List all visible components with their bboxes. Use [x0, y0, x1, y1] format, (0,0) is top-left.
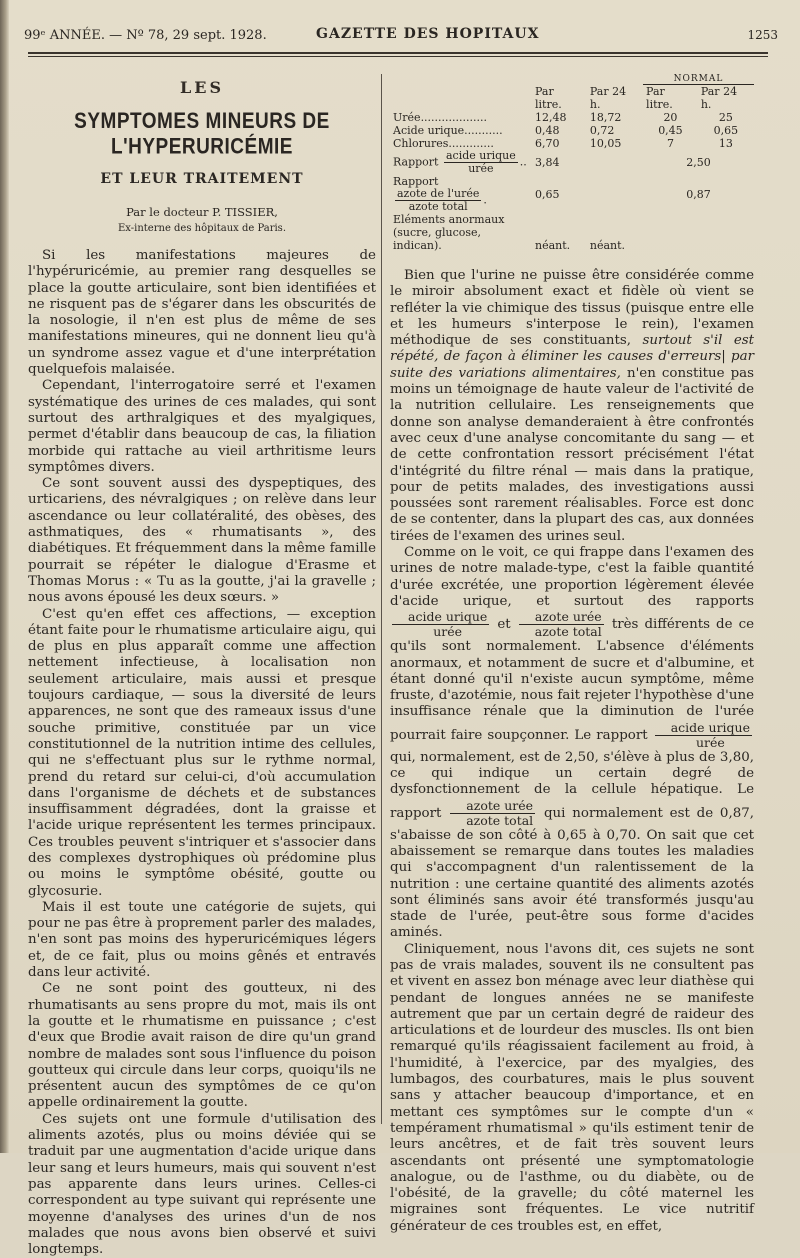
table-cell: 3,84 [535, 156, 560, 169]
column-header: Par litre. [646, 85, 673, 111]
table-cell: 10,05 [589, 137, 622, 150]
left-column [28, 74, 376, 1258]
fraction-denominator: azote total [408, 200, 468, 213]
paragraph: Mais il est toute une catégorie de sujets, qui pour ne pas être à proprement parler des malades, n'en sont pas moins des hyperuricémiques légers et, de ce fait, plus ou moins gênés et entravés dans leur activité. [28, 899, 376, 981]
text-run: et [497, 617, 511, 633]
text-run: qui normalement est de 0,87, s'abaisse de son côté à 0,65 à 0,70. On sait que cet abaissement se remarque dans toutes les maladies qui s'accompagnent d'un ralentissement de la nutrition : une certaine quantité des aliments azotés sont éliminés sans avoir été transformés jusqu'au stade de l'urée, peut-être sous forme d'acides aminés. [390, 805, 755, 941]
leader-dots: ................... [420, 111, 487, 124]
paragraph [390, 545, 754, 942]
table-cell: néant. [589, 239, 626, 252]
table-cell: néant. [535, 239, 571, 252]
fraction-numerator: azote urée [450, 799, 535, 814]
fraction-numerator: azote urée [519, 610, 604, 625]
right-column [390, 74, 754, 1235]
table-row [390, 137, 754, 150]
fraction-denominator: urée [695, 734, 725, 750]
table-cell: 0,48 [535, 124, 560, 137]
row-label: Acide urique [393, 124, 465, 137]
fraction-denominator: azote total [534, 624, 602, 640]
text-run: très différents de ce qu'ils [390, 617, 755, 655]
row-label: Urée [393, 111, 421, 124]
fraction-denominator: urée [468, 162, 494, 175]
ratio-row [390, 175, 754, 213]
table-cell: 0,65 [535, 187, 560, 201]
fraction [392, 610, 489, 639]
table-cell: 0,65 [713, 124, 739, 137]
table-cell: 25 [718, 111, 733, 124]
journal-name: GAZETTE DES HOPITAUX [316, 26, 540, 42]
page-header [20, 22, 780, 44]
fraction-denominator: azote total [466, 812, 534, 828]
normal-label: NORMAL [643, 74, 754, 85]
text-run: sont normalement. L'absence d'éléments anormaux, et notamment de sucre et d'albumine, et étant donné qu'il n'existe aucun symptôme, même fruste, d'azotémie, nous fait rejeter l'hypothèse d'une insuffisance rénale que la diminution de l'urée pourrait faire soupçonner. Le rapport [390, 639, 754, 743]
text-run: n'en constitue pas moins un témoignage de haute valeur de l'activité de la nutrition cellulaire. Les renseignements que donne son analyse demanderaient à être confrontés avec ceux d'une analyse concomitante du sang — et de cette confrontation ressort précisément l'état d'intégrité du filtre rénal — mais dans la pratique, pour de petits malades, des investigations aussi poussées sont rarement réalisables. Force est donc de se contenter, dans la plupart des cas, aux données tirées de l'examen des urines seul. [390, 365, 755, 544]
paragraph [390, 268, 754, 545]
table-cell: 2,50 [686, 156, 711, 169]
fraction [395, 188, 481, 213]
table-row [390, 111, 754, 124]
text-run: Comme on le voit, ce qui frappe dans l'examen des urines de notre malade-type, c'est la faible quantité d'urée excrétée, une proportion légèrement élevée d'acide urique, et surtout des rapports [390, 545, 754, 609]
article-subtitle: ET LEUR TRAITEMENT [100, 171, 304, 187]
fraction [655, 721, 752, 750]
table-cell: 0,72 [589, 124, 615, 137]
binding-edge [0, 0, 9, 1153]
row-label: Chlorures [393, 137, 449, 150]
paragraph: Ce sont souvent aussi des dyspeptiques, des urticariens, des névralgiques ; on relève dans leur ascendance ou leur collatéralité, des obèses, des asthmatiques, des « rhumatisants », des diabétiques. Et fréquemment dans la même famille pourrait se répéter le dialogue d'Erasme et Thomas Morus : « Tu as la goutte, j'ai la gravelle ; nous avons épousé les deux sœurs. » [28, 476, 376, 606]
column-divider [381, 74, 382, 1124]
text-run: Bien que l'urine ne puisse être considérée comme le miroir absolument exact et fidèle où vient se refléter la vie chimique des tissus (puisque entre elle et les humeurs s'interpose le rein), l'examen méthodique de ses constituants, [390, 268, 754, 349]
column-header: Par 24 h. [589, 84, 627, 111]
table-cell: 6,70 [535, 137, 560, 150]
table-cell: 0,87 [686, 187, 711, 201]
leader-dots: ........... [464, 124, 503, 137]
urine-analysis-table [390, 74, 754, 252]
table-cell: 20 [663, 111, 678, 124]
table-cell: 12,48 [535, 111, 567, 124]
article-kicker: LES [180, 78, 224, 97]
italic-run: surtout s'il est répété, de façon à éliminer les causes d'erreurs| par suite des variations alimentaires, [390, 333, 755, 381]
fraction-numerator: acide urique [392, 610, 489, 625]
fraction-numerator: azote de l'urée [397, 187, 480, 200]
table-row [390, 124, 754, 137]
column-header: Par litre. [535, 84, 562, 111]
table-row [390, 213, 754, 252]
paragraph: Si les manifestations majeures de l'hypéruricémie, au premier rang desquelles se place la goutte articulaire, sont bien identifiées et ne risquent pas de s'égarer dans les obscurités de la nosologie, il n'en est plus de même de ses manifestations mineures, qui ne donnent lieu qu'à un syndrome assez vague et d'une interprétation quelquefois malaisée. [28, 248, 376, 378]
leader-dots: .. [519, 155, 527, 169]
column-header: Par 24 h. [700, 85, 738, 111]
row-label: Eléments anormaux (sucre, glucose, indican). [393, 213, 505, 252]
table-header-row [390, 85, 754, 112]
affiliation: Ex-interne des hôpitaux de Paris. [118, 223, 286, 234]
text-run: qui, normalement, est de 2,50, s'élève à plus de 3,80, ce qui indique un certain degré de dysfonctionnement de la cellule hépatique. Le rapport [390, 749, 754, 821]
byline: Par le docteur P. TISSIER, [126, 205, 278, 219]
page-number: 1253 [747, 28, 778, 42]
table-cell: 18,72 [589, 111, 622, 124]
paragraph: Cependant, l'interrogatoire serré et l'examen systématique des urines de ces malades, qui sont surtout des arthralgiques et des myalgiques, permet d'établir dans beaucoup de cas, la filiation morbide qui rattache au vieil arthritisme leurs symptômes divers. [28, 378, 376, 475]
paragraph: C'est qu'en effet ces affections, — exception étant faite pour le rhumatisme articulaire aigu, qui de plus en plus apparaît comme une affection nettement infectieuse, à localisation non seulement articulaire, mais aussi et presque toujours cardiaque, — sous la diversité de leurs apparences, ne sont que des rameaux issus d'une souche primitive, constituée par un vice constitutionnel de la nutrition intime des cellules, qui ne s'effectuant plus sur le rythme normal, prend du retard sur celui-ci, d'où accumulation dans l'organisme de déchets et de substances insuffisamment dégradées, dont la graisse et l'acide urique représentent les termes principaux. Ces troubles peuvent s'intriquer et s'associer dans des complexes dystrophiques où prédomine plus ou moins le symptôme obésité, goutte ou glycosurie. [28, 606, 376, 899]
paragraph: Cliniquement, nous l'avons dit, ces sujets ne sont pas de vrais malades, souvent ils ne consultent pas et vivent en assez bon ménage avec leur diathèse qui pendant de longues années ne se manifeste autrement que par un certain degré de raideur des articulations et de lourdeur des muscles. Ils ont bien remarqué qu'ils réagissaient facilement au froid, à l'humidité, à l'exercice, par des myalgies, des lumbagos, des courbatures, mais le plus souvent sans y attacher beaucoup d'importance, et en mettant ces symptômes sur le compte d'un « tempérament rhumatismal » qu'ils estiment tenir de leurs ancêtres, et de fait très souvent leurs ascendants ont présenté une symptomatologie analogue, ou de l'asthme, ou du diabète, ou de l'obésité, de la gravelle; du côté maternel les migraines sont fréquentes. Le vice nutritif générateur de ces troubles est, en effet, [390, 941, 754, 1234]
header-rule-thin [28, 56, 768, 57]
fraction [444, 150, 518, 175]
fraction [519, 610, 604, 639]
paragraph: Ces sujets ont une formule d'utilisation des aliments azotés, plus ou moins déviée qui se traduit par une augmentation d'acide urique dans leur sang et leurs humeurs, mais qui souvent n'est pas apparente dans leurs urines. Celles-ci correspondent au type suivant qui représente une moyenne d'analyses des urines d'un de nos malades que nous avons bien observé et suivi longtemps. [28, 1111, 376, 1258]
fraction-numerator: acide urique [445, 149, 516, 162]
fraction-denominator: urée [433, 624, 463, 640]
ratio-row [390, 150, 754, 175]
leader-dots: . [483, 193, 487, 207]
ratio-label: Rapport [393, 155, 439, 169]
table-cell: 0,45 [658, 124, 683, 137]
header-rule [28, 52, 768, 54]
fraction-numerator: acide urique [655, 721, 752, 736]
issue-info: 99ᵉ ANNÉE. — Nº 78, 29 sept. 1928. [24, 28, 267, 43]
fraction [450, 799, 535, 828]
paragraph: Ce ne sont point des goutteux, ni des rhumatisants au sens propre du mot, mais ils ont la goutte et le rhumatisme en puissance ; c'est d'eux que Brodie avait raison de dire qu'un grand nombre de malades sont sous l'influence du poison goutteux qui circule dans leur corps, quoiqu'ils ne présentent aucun des symptômes de ce qu'on appelle ordinairement la goutte. [28, 981, 376, 1111]
table-cell: 13 [718, 137, 733, 150]
table-cell: 7 [666, 137, 674, 150]
article-title: SYMPTOMES MINEURS DE L'HYPERURICÉMIE [74, 109, 330, 160]
ratio-label: Rapport [393, 175, 439, 188]
leader-dots: ............. [448, 137, 494, 150]
